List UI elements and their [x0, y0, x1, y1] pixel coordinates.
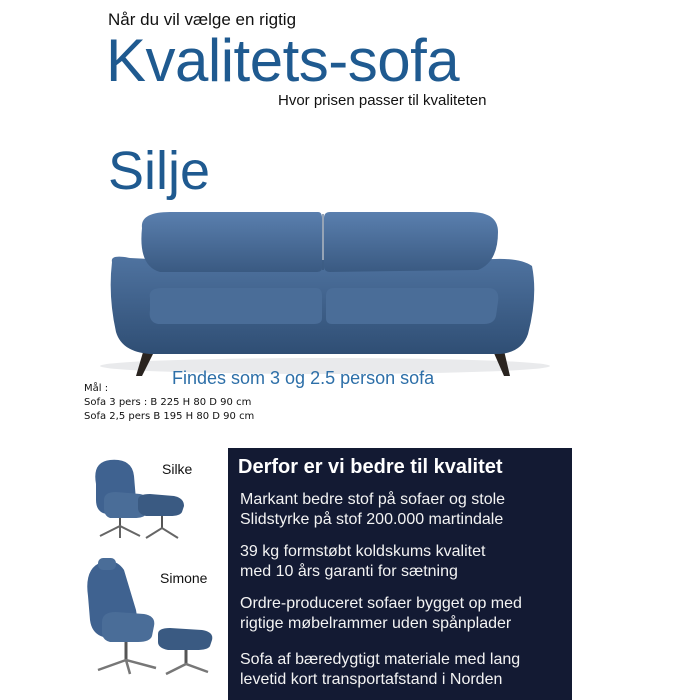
dimensions-label: Mål : — [84, 383, 109, 394]
chair-label-simone: Simone — [160, 570, 208, 586]
panel-point-line: levetid kort transportafstand i Norden — [240, 671, 503, 688]
dimensions — [84, 382, 254, 424]
chair-label-silke: Silke — [162, 461, 193, 477]
model-name: Silje — [108, 141, 211, 201]
panel-point-line: Markant bedre stof på sofaer og stole — [240, 491, 506, 508]
panel-point-line: 39 kg formstøbt koldskums kvalitet — [240, 543, 486, 560]
panel-point-line: Slidstyrke på stof 200.000 martindale — [240, 511, 504, 528]
panel-title: Derfor er vi bedre til kvalitet — [238, 456, 503, 478]
subline: Hvor prisen passer til kvaliteten — [278, 92, 487, 109]
sofa-image — [100, 206, 550, 386]
panel-point-line: Sofa af bæredygtigt materiale med lang — [240, 651, 521, 668]
dimension-line: Sofa 2,5 pers B 195 H 80 D 90 cm — [84, 411, 255, 422]
headline: Kvalitets-sofa — [106, 27, 460, 94]
variants-note: Findes som 3 og 2.5 person sofa — [172, 368, 435, 388]
quality-panel — [228, 448, 572, 700]
panel-point-line: Ordre-produceret sofaer bygget op med — [240, 595, 522, 612]
panel-point-line: rigtige møbelrammer uden spånplader — [240, 615, 512, 632]
dimension-line: Sofa 3 pers : B 225 H 80 D 90 cm — [84, 397, 252, 408]
tagline: Når du vil vælge en rigtig — [108, 10, 297, 29]
panel-point-line: med 10 års garanti for sætning — [240, 563, 458, 580]
